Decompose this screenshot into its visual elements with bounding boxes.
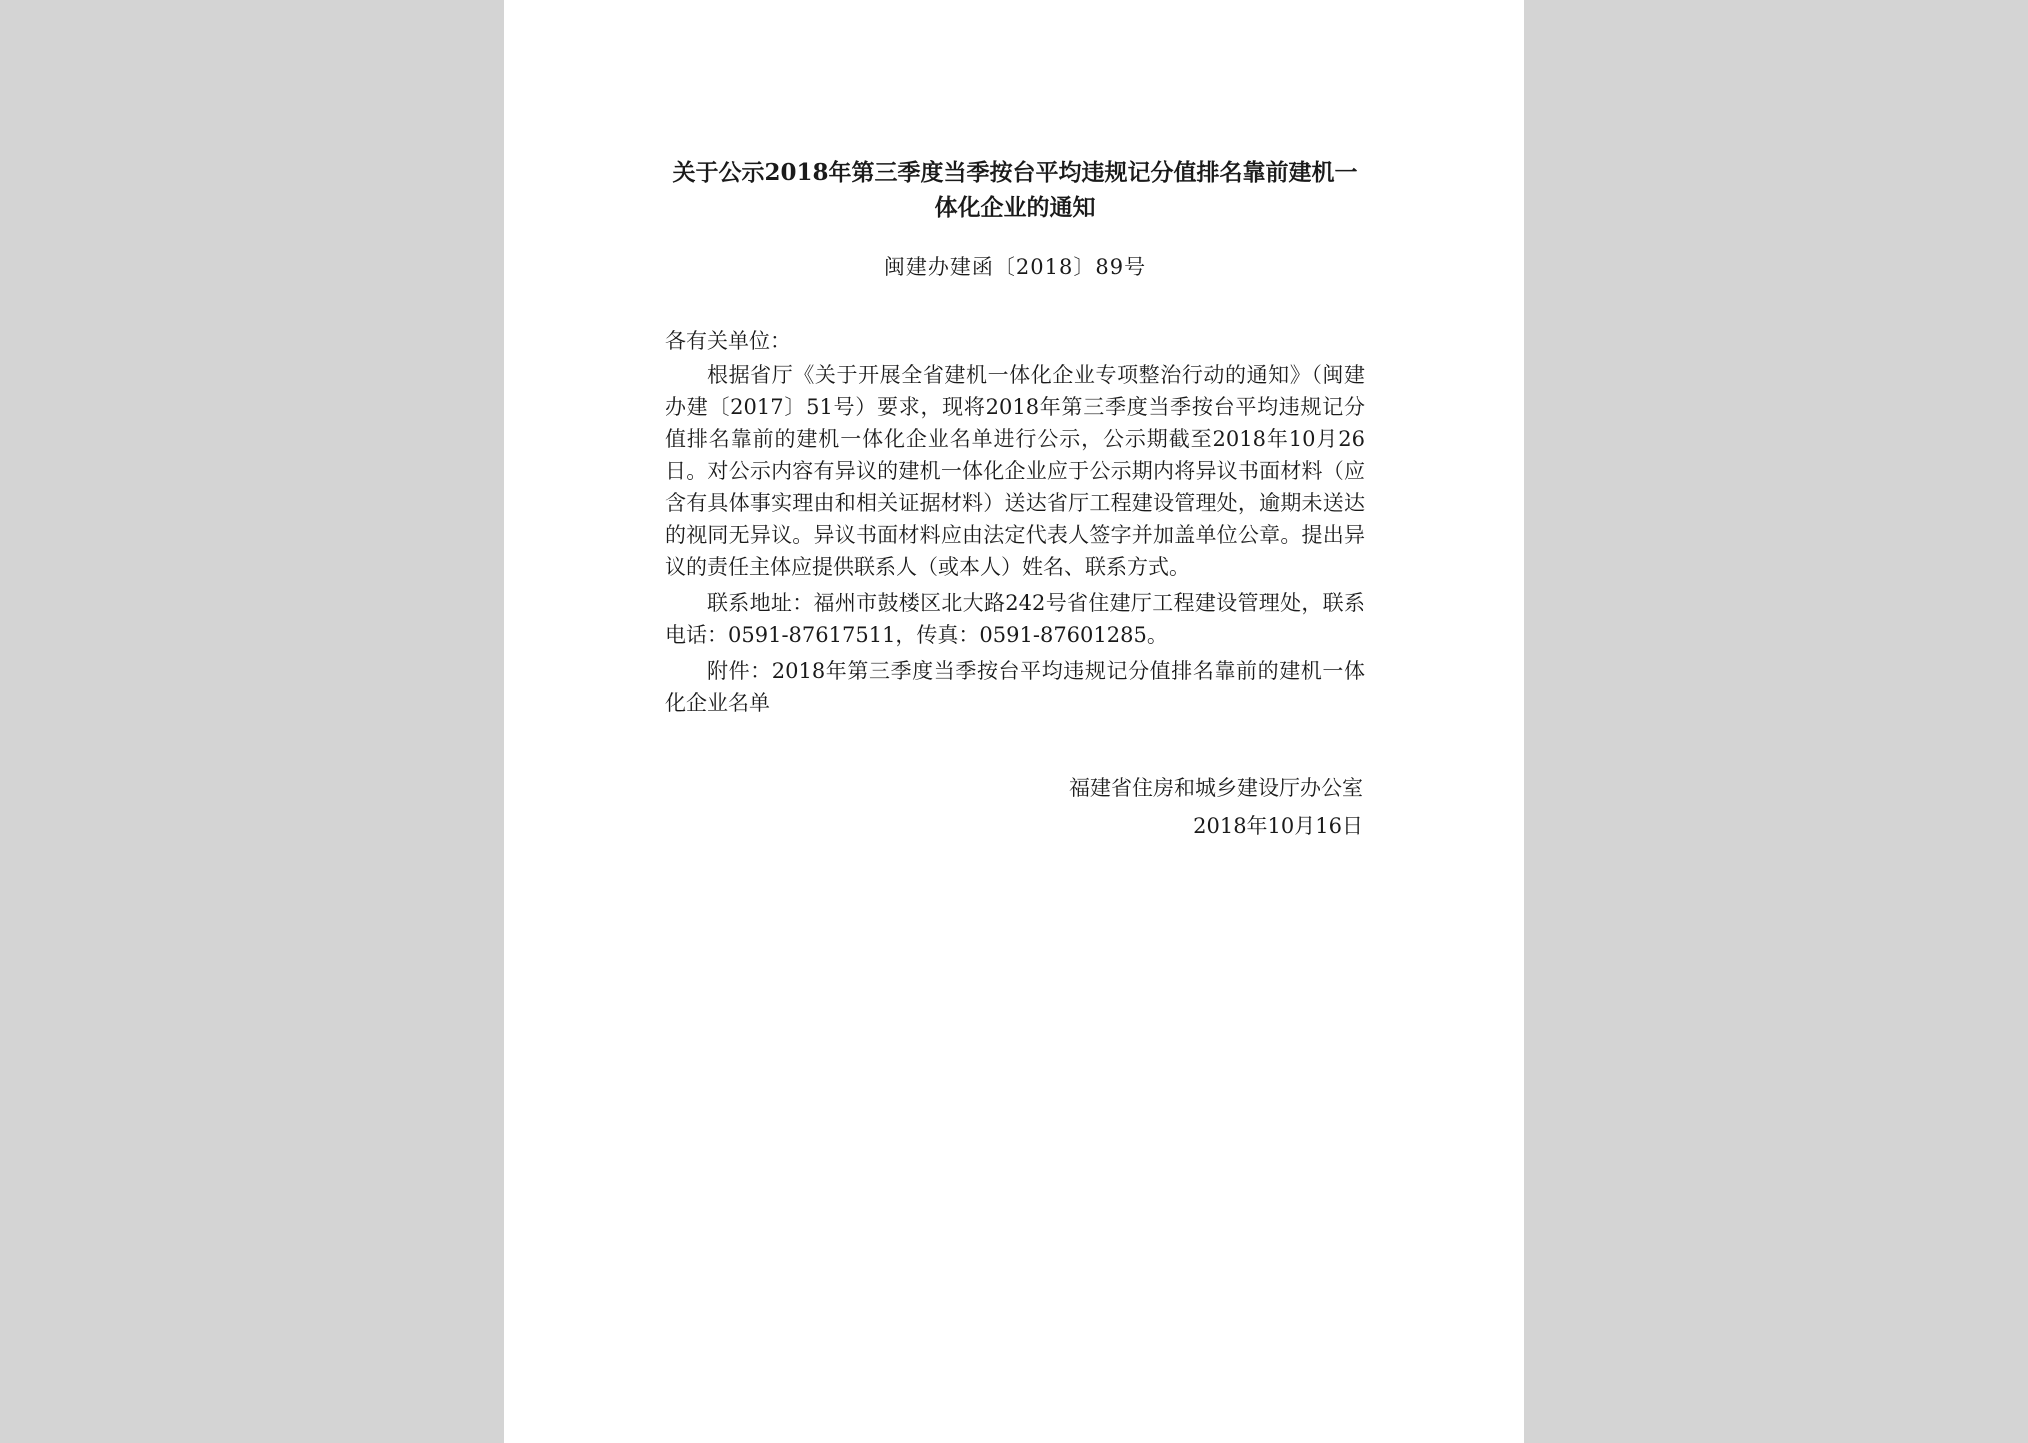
document-body (665, 325, 1365, 719)
issue-date: 2018年10月16日 (1193, 814, 1363, 838)
signature-block (665, 769, 1365, 845)
issuer-name: 福建省住房和城乡建设厅办公室 (1069, 776, 1363, 800)
document-page (504, 0, 1524, 1443)
document-number: 闽建办建函〔2018〕89号 (883, 255, 1147, 279)
document-content (665, 155, 1365, 845)
paragraph-attachment: 附件：2018年第三季度当季按台平均违规记分值排名靠前的建机一体化企业名单 (665, 659, 1365, 715)
paragraph-contact: 联系地址：福州市鼓楼区北大路242号省住建厅工程建设管理处，联系电话：0591-87617511，传真：0591-87601285。 (665, 591, 1365, 647)
document-title: 关于公示2018年第三季度当季按台平均违规记分值排名靠前建机一体化企业的通知 (672, 159, 1358, 221)
paragraph-main: 根据省厅《关于开展全省建机一体化企业专项整治行动的通知》（闽建办建〔2017〕51号）要求，现将2018年第三季度当季按台平均违规记分值排名靠前的建机一体化企业名单进行公示，公示期截至2018年10月26日。对公示内容有异议的建机一体化企业应于公示期内将异议书面材料（应含有具体事实理由和相关证据材料）送达省厅工程建设管理处，逾期未送达的视同无异议。异议书面材料应由法定代表人签字并加盖单位公章。提出异议的责任主体应提供联系人（或本人）姓名、联系方式。 (665, 363, 1365, 579)
salutation: 各有关单位： (665, 329, 791, 353)
